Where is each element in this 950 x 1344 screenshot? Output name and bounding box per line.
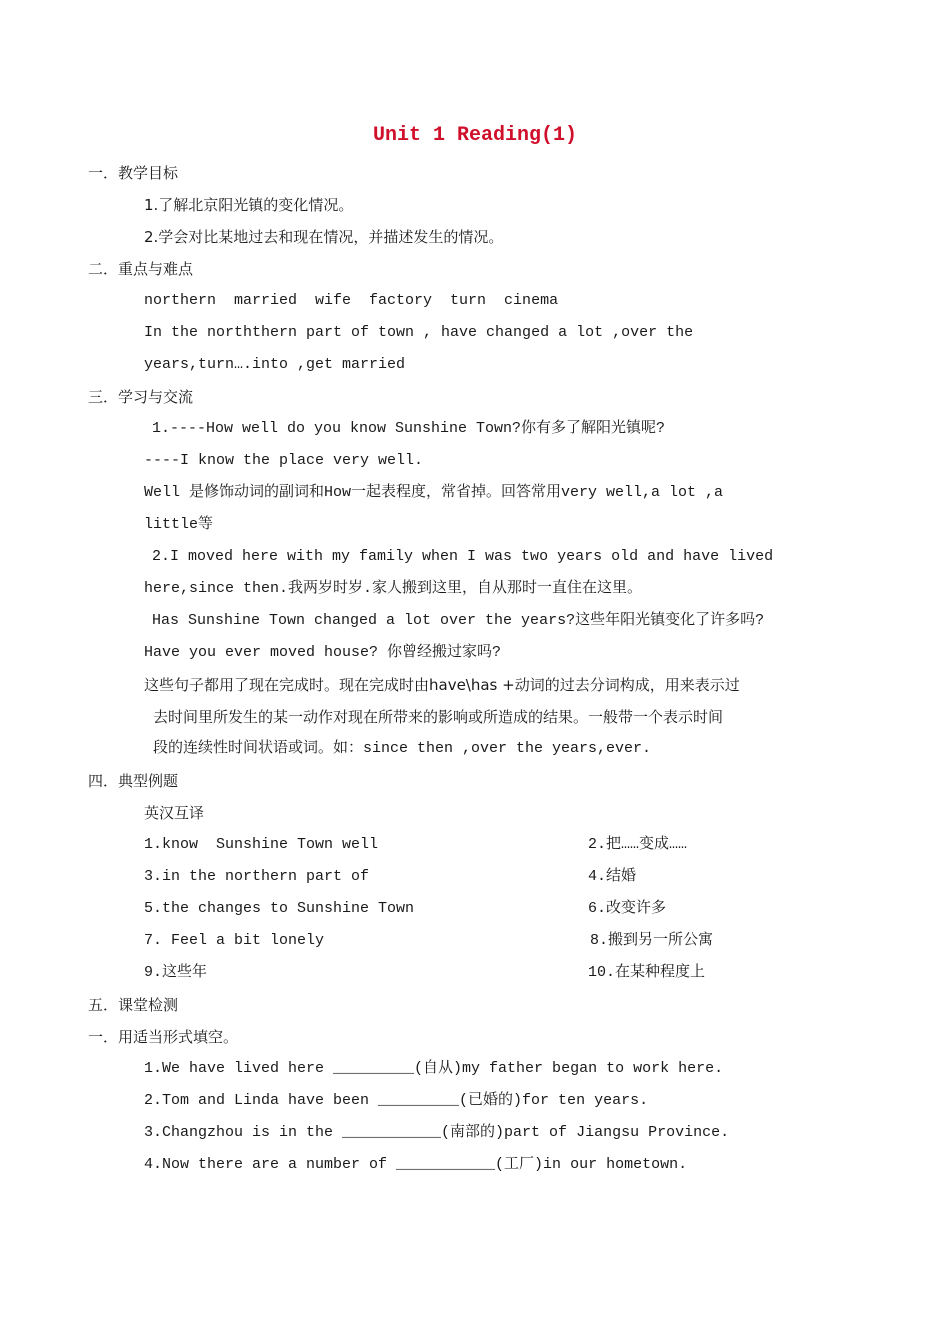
examples-subheading: 英汉互译 xyxy=(144,804,205,822)
key-words: northern married wife factory turn cinema xyxy=(144,292,559,309)
study-line: 段的连续性时间状语或词。如：since then ,over the years,ever. xyxy=(153,740,652,757)
page-title: Unit 1 Reading(1) xyxy=(372,124,578,147)
section-heading-goals: 一．教学目标 xyxy=(88,164,179,182)
study-line: 1.----How well do you know Sunshine Town?你有多了解阳光镇呢? xyxy=(152,420,666,437)
goal-item: 1.了解北京阳光镇的变化情况。 xyxy=(144,196,354,214)
section-heading-examples: 四．典型例题 xyxy=(88,772,179,790)
check-subheading: 一．用适当形式填空。 xyxy=(88,1028,239,1046)
example-item-left: 3.in the northern part of xyxy=(144,868,370,885)
key-phrases: In the norththern part of town , have changed a lot ,over the xyxy=(144,324,694,341)
study-line: Have you ever moved house? 你曾经搬过家吗? xyxy=(144,644,502,661)
study-line: 这些句子都用了现在完成时。现在完成时由have\has +动词的过去分词构成，用来表示过 xyxy=(144,676,740,694)
fill-blank-item: 2.Tom and Linda have been _________(已婚的)for ten years. xyxy=(144,1092,649,1109)
section-heading-study: 三．学习与交流 xyxy=(88,388,194,406)
example-item-left: 5.the changes to Sunshine Town xyxy=(144,900,415,917)
section-heading-check: 五．课堂检测 xyxy=(88,996,179,1014)
study-line: 2.I moved here with my family when I was two years old and have lived xyxy=(152,548,774,565)
example-item-left: 1.know Sunshine Town well xyxy=(144,836,379,853)
fill-blank-item: 3.Changzhou is in the ___________(南部的)part of Jiangsu Province. xyxy=(144,1124,730,1141)
example-item-right: 10.在某种程度上 xyxy=(588,964,706,981)
study-line: Has Sunshine Town changed a lot over the years?这些年阳光镇变化了许多吗? xyxy=(152,612,765,629)
section-heading-key-points: 二．重点与难点 xyxy=(88,260,194,278)
example-item-right: 6.改变许多 xyxy=(588,900,667,917)
example-item-left: 7. Feel a bit lonely xyxy=(144,932,325,949)
key-phrases: years,turn….into ,get married xyxy=(144,356,406,373)
example-item-right: 4.结婚 xyxy=(588,868,637,885)
goal-item: 2.学会对比某地过去和现在情况，并描述发生的情况。 xyxy=(144,228,504,246)
example-item-right: 8.搬到另一所公寓 xyxy=(590,932,714,949)
study-line: ----I know the place very well. xyxy=(144,452,424,469)
study-line: Well 是修饰动词的副词和How一起表程度，常省掉。回答常用very well,a lot ,a xyxy=(144,484,724,501)
study-line: here,since then.我两岁时岁.家人搬到这里，自从那时一直住在这里。 xyxy=(144,580,643,597)
example-item-left: 9.这些年 xyxy=(144,964,208,981)
study-line: 去时间里所发生的某一动作对现在所带来的影响或所造成的结果。一般带一个表示时间 xyxy=(153,708,724,726)
study-line: little等 xyxy=(144,516,214,533)
fill-blank-item: 4.Now there are a number of ___________(工厂)in our hometown. xyxy=(144,1156,688,1173)
fill-blank-item: 1.We have lived here _________(自从)my father began to work here. xyxy=(144,1060,724,1077)
example-item-right: 2.把……变成…… xyxy=(588,836,688,853)
